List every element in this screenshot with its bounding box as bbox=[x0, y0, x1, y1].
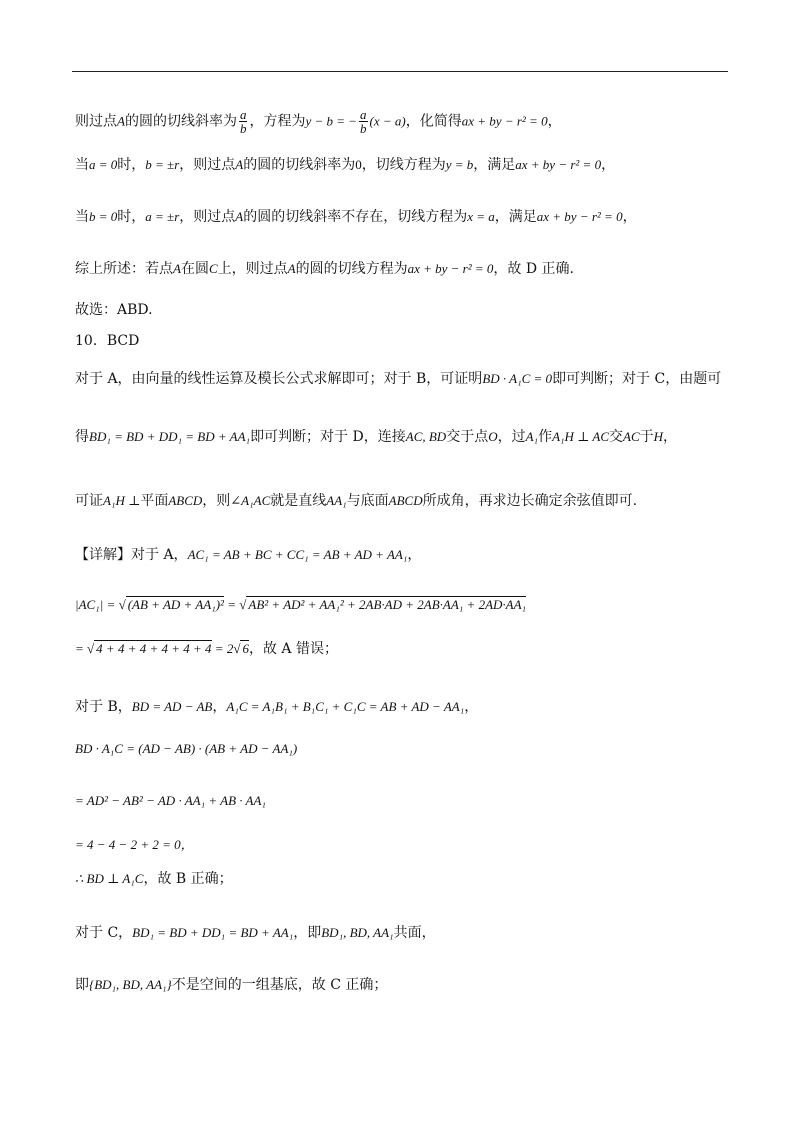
sqrt-radicand: AB² + AD² + AA₁² + 2AB·AD + 2AB·AA₁ + 2AD·AA₁ bbox=[248, 597, 527, 612]
text: 共面， bbox=[393, 925, 436, 941]
math: b = 0 bbox=[89, 209, 118, 224]
text: 的圆的切线方程为 bbox=[295, 261, 408, 277]
math: ABCD bbox=[168, 493, 203, 508]
text: ，则过点 bbox=[179, 157, 236, 173]
text: ，化简得 bbox=[405, 113, 462, 130]
math: (x − a) bbox=[369, 113, 406, 129]
math: A₁ bbox=[525, 429, 539, 444]
math: = bbox=[75, 641, 88, 656]
text: 于 bbox=[639, 429, 654, 445]
text: 与底面 bbox=[346, 493, 389, 509]
line-5: 故选：ABD. bbox=[75, 302, 153, 318]
text: 综上所述：若点 bbox=[75, 261, 173, 277]
math: y = b bbox=[445, 157, 474, 172]
line-16: = 4 − 4 − 2 + 2 = 0， bbox=[75, 837, 194, 852]
line-15: = AD² − AB² − AD · AA₁ + AB · AA₁ bbox=[75, 793, 266, 808]
line-12 bbox=[75, 642, 338, 656]
math: C bbox=[208, 261, 218, 276]
text: ，则 bbox=[202, 493, 231, 509]
math: AC bbox=[623, 429, 640, 444]
sqrt-expression: √ (AB + AD + AA₁)² bbox=[118, 597, 224, 612]
math: A bbox=[287, 261, 296, 276]
math: BD₁ = BD + DD₁ = BD + AA₁ bbox=[132, 925, 294, 940]
text: 即可判断；对于 C，由题可 bbox=[552, 371, 722, 387]
math: ax + by − r² = 0 bbox=[515, 157, 602, 172]
math: A₁H ⊥ bbox=[103, 493, 141, 508]
line-8 bbox=[75, 430, 677, 444]
math: A₁C = A₁B₁ + B₁C₁ + C₁C = AB + AD − AA₁ bbox=[226, 699, 465, 714]
sqrt-expression: √ 4 + 4 + 4 + 4 + 4 + 4 bbox=[87, 641, 212, 656]
math: BD₁ = BD + DD₁ = BD + AA₁ bbox=[89, 429, 251, 444]
text: 平面 bbox=[140, 493, 169, 509]
math: ax + by − r² = 0 bbox=[407, 261, 494, 276]
line-2 bbox=[75, 158, 615, 172]
detail-heading: 【详解】对于 A， bbox=[75, 547, 188, 563]
math: ∠A₁AC bbox=[230, 493, 271, 508]
math: BD₁, BD, AA₁ bbox=[321, 925, 394, 940]
math: AA₁ bbox=[326, 493, 347, 508]
line-17 bbox=[75, 872, 233, 886]
math: AC, BD bbox=[405, 429, 447, 444]
text: 时， bbox=[117, 157, 146, 173]
sqrt-radicand: (AB + AD + AA₁)² bbox=[127, 597, 224, 612]
text: ， bbox=[663, 429, 678, 445]
text: 在圆 bbox=[180, 261, 209, 277]
line-14: BD · A₁C = (AD − AB) · (AB + AD − AA₁) bbox=[75, 741, 298, 756]
math: BD · A₁C = 0 bbox=[482, 371, 553, 386]
line-13 bbox=[75, 700, 478, 714]
math: 0 bbox=[355, 157, 362, 172]
text: 的圆的切线斜率为 bbox=[243, 157, 356, 173]
math: = 2 bbox=[211, 641, 234, 656]
text: ，则过点 bbox=[179, 209, 236, 225]
text: 即 bbox=[75, 977, 89, 993]
math: {BD₁, BD, AA₁} bbox=[89, 977, 172, 992]
text: 交于点 bbox=[446, 429, 489, 445]
text: ， bbox=[464, 699, 479, 715]
math: AC₁ = AB + BC + CC₁ = AB + AD + AA₁ bbox=[187, 547, 408, 562]
text: ，切线方程为 bbox=[361, 157, 446, 173]
text: ， bbox=[407, 547, 422, 563]
question-number: 10．BCD bbox=[75, 333, 140, 349]
text: ， bbox=[212, 699, 227, 715]
line-3 bbox=[75, 210, 637, 224]
text: 的圆的切线斜率为 bbox=[124, 113, 237, 130]
text: ， bbox=[601, 157, 616, 173]
line-10 bbox=[75, 548, 421, 562]
math: y − b = − bbox=[305, 113, 358, 129]
line-19 bbox=[75, 978, 387, 992]
math: A bbox=[235, 157, 244, 172]
text: ，即 bbox=[293, 925, 322, 941]
text: 则过点 bbox=[75, 113, 117, 130]
fraction-denominator: b bbox=[239, 121, 247, 136]
math: H bbox=[653, 429, 664, 444]
sqrt-radicand: 6 bbox=[242, 641, 249, 656]
text: ，满足 bbox=[473, 157, 516, 173]
text: 当 bbox=[75, 157, 89, 173]
line-18 bbox=[75, 926, 436, 940]
text: 交 bbox=[609, 429, 624, 445]
math: = bbox=[223, 597, 240, 612]
text: 可证 bbox=[75, 493, 103, 509]
fraction bbox=[359, 108, 368, 135]
math: ax + by − r² = 0 bbox=[536, 209, 623, 224]
line-1 bbox=[75, 108, 562, 135]
text: 当 bbox=[75, 209, 89, 225]
text: ，方程为 bbox=[249, 113, 306, 130]
sqrt-expression: √ AB² + AD² + AA₁² + 2AB·AD + 2AB·AA₁ + 2AD·AA₁ bbox=[239, 597, 527, 612]
text: ， bbox=[547, 113, 562, 130]
math: A₁H ⊥ AC bbox=[552, 429, 610, 444]
text: ，故 B 正确； bbox=[143, 871, 233, 887]
math: x = a bbox=[467, 209, 495, 224]
text: ， bbox=[622, 209, 637, 225]
text: ，故 A 错误； bbox=[248, 641, 338, 657]
text: 上，则过点 bbox=[217, 261, 288, 277]
text: 对于 A，由向量的线性运算及模长公式求解即可；对于 B，可证明 bbox=[75, 371, 483, 387]
text: 对于 C， bbox=[75, 925, 133, 941]
math: ABCD bbox=[388, 493, 423, 508]
math: |AC₁| = bbox=[75, 597, 119, 612]
math: a = ±r bbox=[145, 209, 180, 224]
math: b = ±r bbox=[145, 157, 180, 172]
text: 对于 B， bbox=[75, 699, 132, 715]
math: A bbox=[235, 209, 244, 224]
line-9 bbox=[75, 494, 637, 508]
math: ax + by − r² = 0 bbox=[461, 113, 548, 129]
text: 即可判断；对于 D，连接 bbox=[250, 429, 406, 445]
text: 就是直线 bbox=[270, 493, 327, 509]
text: ，过 bbox=[497, 429, 526, 445]
line-4 bbox=[75, 262, 574, 276]
text: 作 bbox=[538, 429, 553, 445]
text: 得 bbox=[75, 429, 89, 445]
math: ∴ BD ⊥ A₁C bbox=[75, 871, 144, 886]
text: 所成角，再求边长确定余弦值即可. bbox=[422, 493, 638, 509]
sqrt-expression: √ 6 bbox=[233, 641, 249, 656]
text: ，故 D 正确. bbox=[493, 261, 574, 277]
math: O bbox=[488, 429, 498, 444]
fraction-denominator: b bbox=[360, 121, 367, 136]
fraction bbox=[239, 108, 248, 135]
math: a = 0 bbox=[89, 157, 118, 172]
fraction-numerator: a bbox=[360, 107, 367, 122]
math: A bbox=[173, 261, 181, 276]
text: ，满足 bbox=[494, 209, 537, 225]
fraction-numerator: a bbox=[239, 107, 247, 122]
text: 的圆的切线斜率不存在，切线方程为 bbox=[243, 209, 468, 225]
line-11 bbox=[75, 598, 526, 612]
sqrt-radicand: 4 + 4 + 4 + 4 + 4 + 4 bbox=[96, 641, 212, 656]
math: BD = AD − AB bbox=[131, 699, 213, 714]
line-7 bbox=[75, 372, 721, 386]
text: 不是空间的一组基底，故 C 正确； bbox=[171, 977, 388, 993]
header-rule bbox=[72, 71, 728, 72]
math: A bbox=[117, 113, 125, 129]
text: 时， bbox=[117, 209, 146, 225]
